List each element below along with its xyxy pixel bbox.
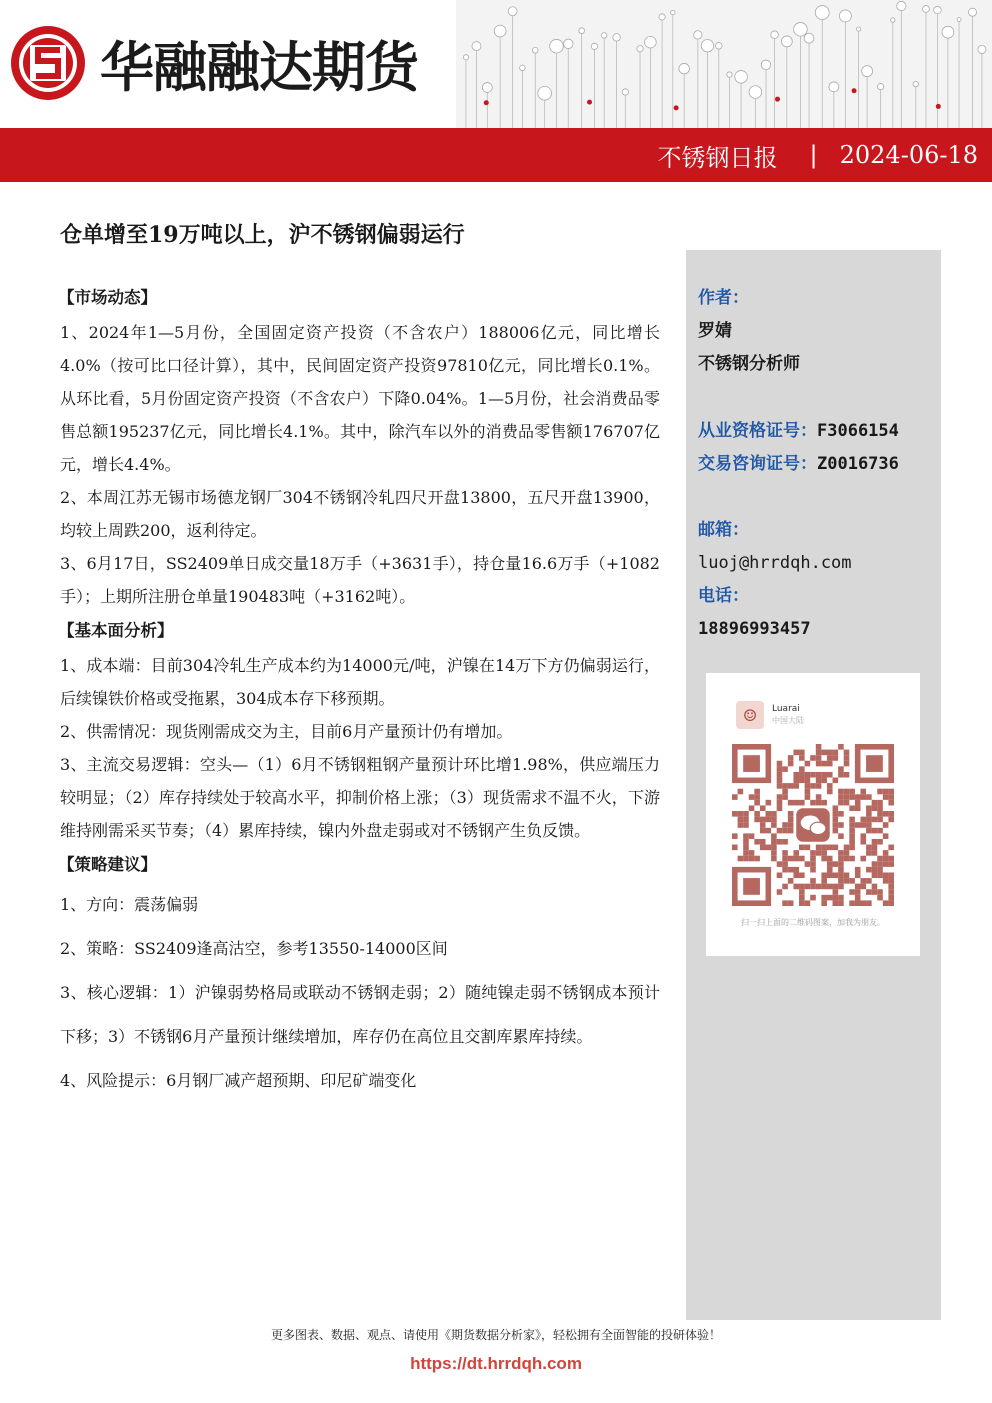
qr-user-name: Luarai xyxy=(772,704,800,714)
qr-user-region: 中国大陆 xyxy=(772,716,804,725)
advisory-label: 交易咨询证号： xyxy=(698,454,817,474)
report-body xyxy=(60,280,660,1103)
report-date: 2024-06-18 xyxy=(839,141,978,169)
footer-link[interactable]: https://dt.hrrdqh.com xyxy=(410,1354,582,1373)
paragraph: 1、方向：震荡偏弱 xyxy=(60,895,199,914)
paragraph: 1、成本端：目前304冷轧生产成本约为14000元/吨，沪镍在14万下方仍偏弱运行，后续镍铁价格或受拖累，304成本存下移预期。 xyxy=(60,656,660,708)
company-logo-icon xyxy=(8,23,88,103)
phone-label: 电话： xyxy=(698,586,749,606)
license-info xyxy=(698,415,938,481)
fundamental-section xyxy=(60,613,660,847)
paragraph: 3、6月17日，SS2409单日成交量18万手（+3631手），持仓量16.6万手（+1082手）；上期所注册仓单量190483吨（+3162吨）。 xyxy=(60,554,660,606)
brand xyxy=(8,18,418,108)
section-title: 【市场动态】 xyxy=(58,288,157,307)
banner-separator: | xyxy=(809,141,818,169)
footer-note: 更多图表、数据、观点、请使用《期货数据分析家》，轻松拥有全面智能的投研体验！ xyxy=(270,1328,721,1342)
author-label: 作者： xyxy=(698,288,749,308)
report-banner xyxy=(0,128,992,182)
license-label: 从业资格证号： xyxy=(698,421,817,441)
advisory-value: Z0016736 xyxy=(817,454,899,474)
paragraph: 2、本周江苏无锡市场德龙钢厂304不锈钢冷轧四尺开盘13800，五尺开盘13900，均较上周跌200，返利待定。 xyxy=(60,488,660,540)
strategy-section xyxy=(60,847,660,1103)
paragraph: 3、主流交易逻辑：空头—（1）6月不锈钢粗钢产量预计环比增1.98%，供应端压力较明显；（2）库存持续处于较高水平，抑制价格上涨；（3）现货需求不温不火，下游维持刚需采买节奏；（4）累库持续，镍内外盘走弱或对不锈钢产生负反馈。 xyxy=(60,755,660,840)
avatar: ☺ xyxy=(736,701,764,729)
wechat-qr-card xyxy=(706,673,920,956)
report-headline: 仓单增至19万吨以上，沪不锈钢偏弱运行 xyxy=(60,222,465,248)
phone-value: 18896993457 xyxy=(698,619,811,639)
author-info xyxy=(698,282,938,381)
author-sidebar xyxy=(686,250,941,1320)
paragraph: 2、策略：SS2409逢高沽空，参考13550-14000区间 xyxy=(60,939,448,958)
paragraph: 4、风险提示：6月钢厂减产超预期、印尼矿端变化 xyxy=(60,1071,417,1090)
report-type: 不锈钢日报 xyxy=(657,143,778,172)
section-title: 【基本面分析】 xyxy=(58,621,174,640)
email-label: 邮箱： xyxy=(698,520,749,540)
paragraph: 3、核心逻辑：1）沪镍弱势格局或联动不锈钢走弱；2）随纯镍走弱不锈钢成本预计下移；3）不锈钢6月产量预计继续增加，库存仍在高位且交割库累库持续。 xyxy=(60,983,660,1046)
contact-info xyxy=(698,514,938,646)
paragraph: 2、供需情况：现货刚需成交为主，目前6月产量预计仍有增加。 xyxy=(60,722,513,741)
company-name: 华融融达期货 xyxy=(100,35,418,99)
qr-code-icon xyxy=(732,744,894,906)
section-title: 【策略建议】 xyxy=(58,855,157,874)
qr-caption: 扫一扫上面的二维码图案，加我为朋友。 xyxy=(741,918,885,927)
market-section xyxy=(60,280,660,613)
header-decoration xyxy=(456,0,992,128)
paragraph: 1、2024年1—5月份，全国固定资产投资（不含农户）188006亿元，同比增长4.0%（按可比口径计算），其中，民间固定资产投资97810亿元，同比增长0.1%。从环比看，5月份固定资产投资（不含农户）下降0.04%。1—5月份，社会消费品零售总额195237亿元，同比增长4.1%。其中，除汽车以外的消费品零售额176707亿元，增长4.4%。 xyxy=(60,323,660,474)
author-title: 不锈钢分析师 xyxy=(698,354,800,374)
email-value[interactable]: luoj@hrrdqh.com xyxy=(698,553,852,573)
author-name: 罗婧 xyxy=(698,321,732,341)
license-value: F3066154 xyxy=(817,421,899,441)
